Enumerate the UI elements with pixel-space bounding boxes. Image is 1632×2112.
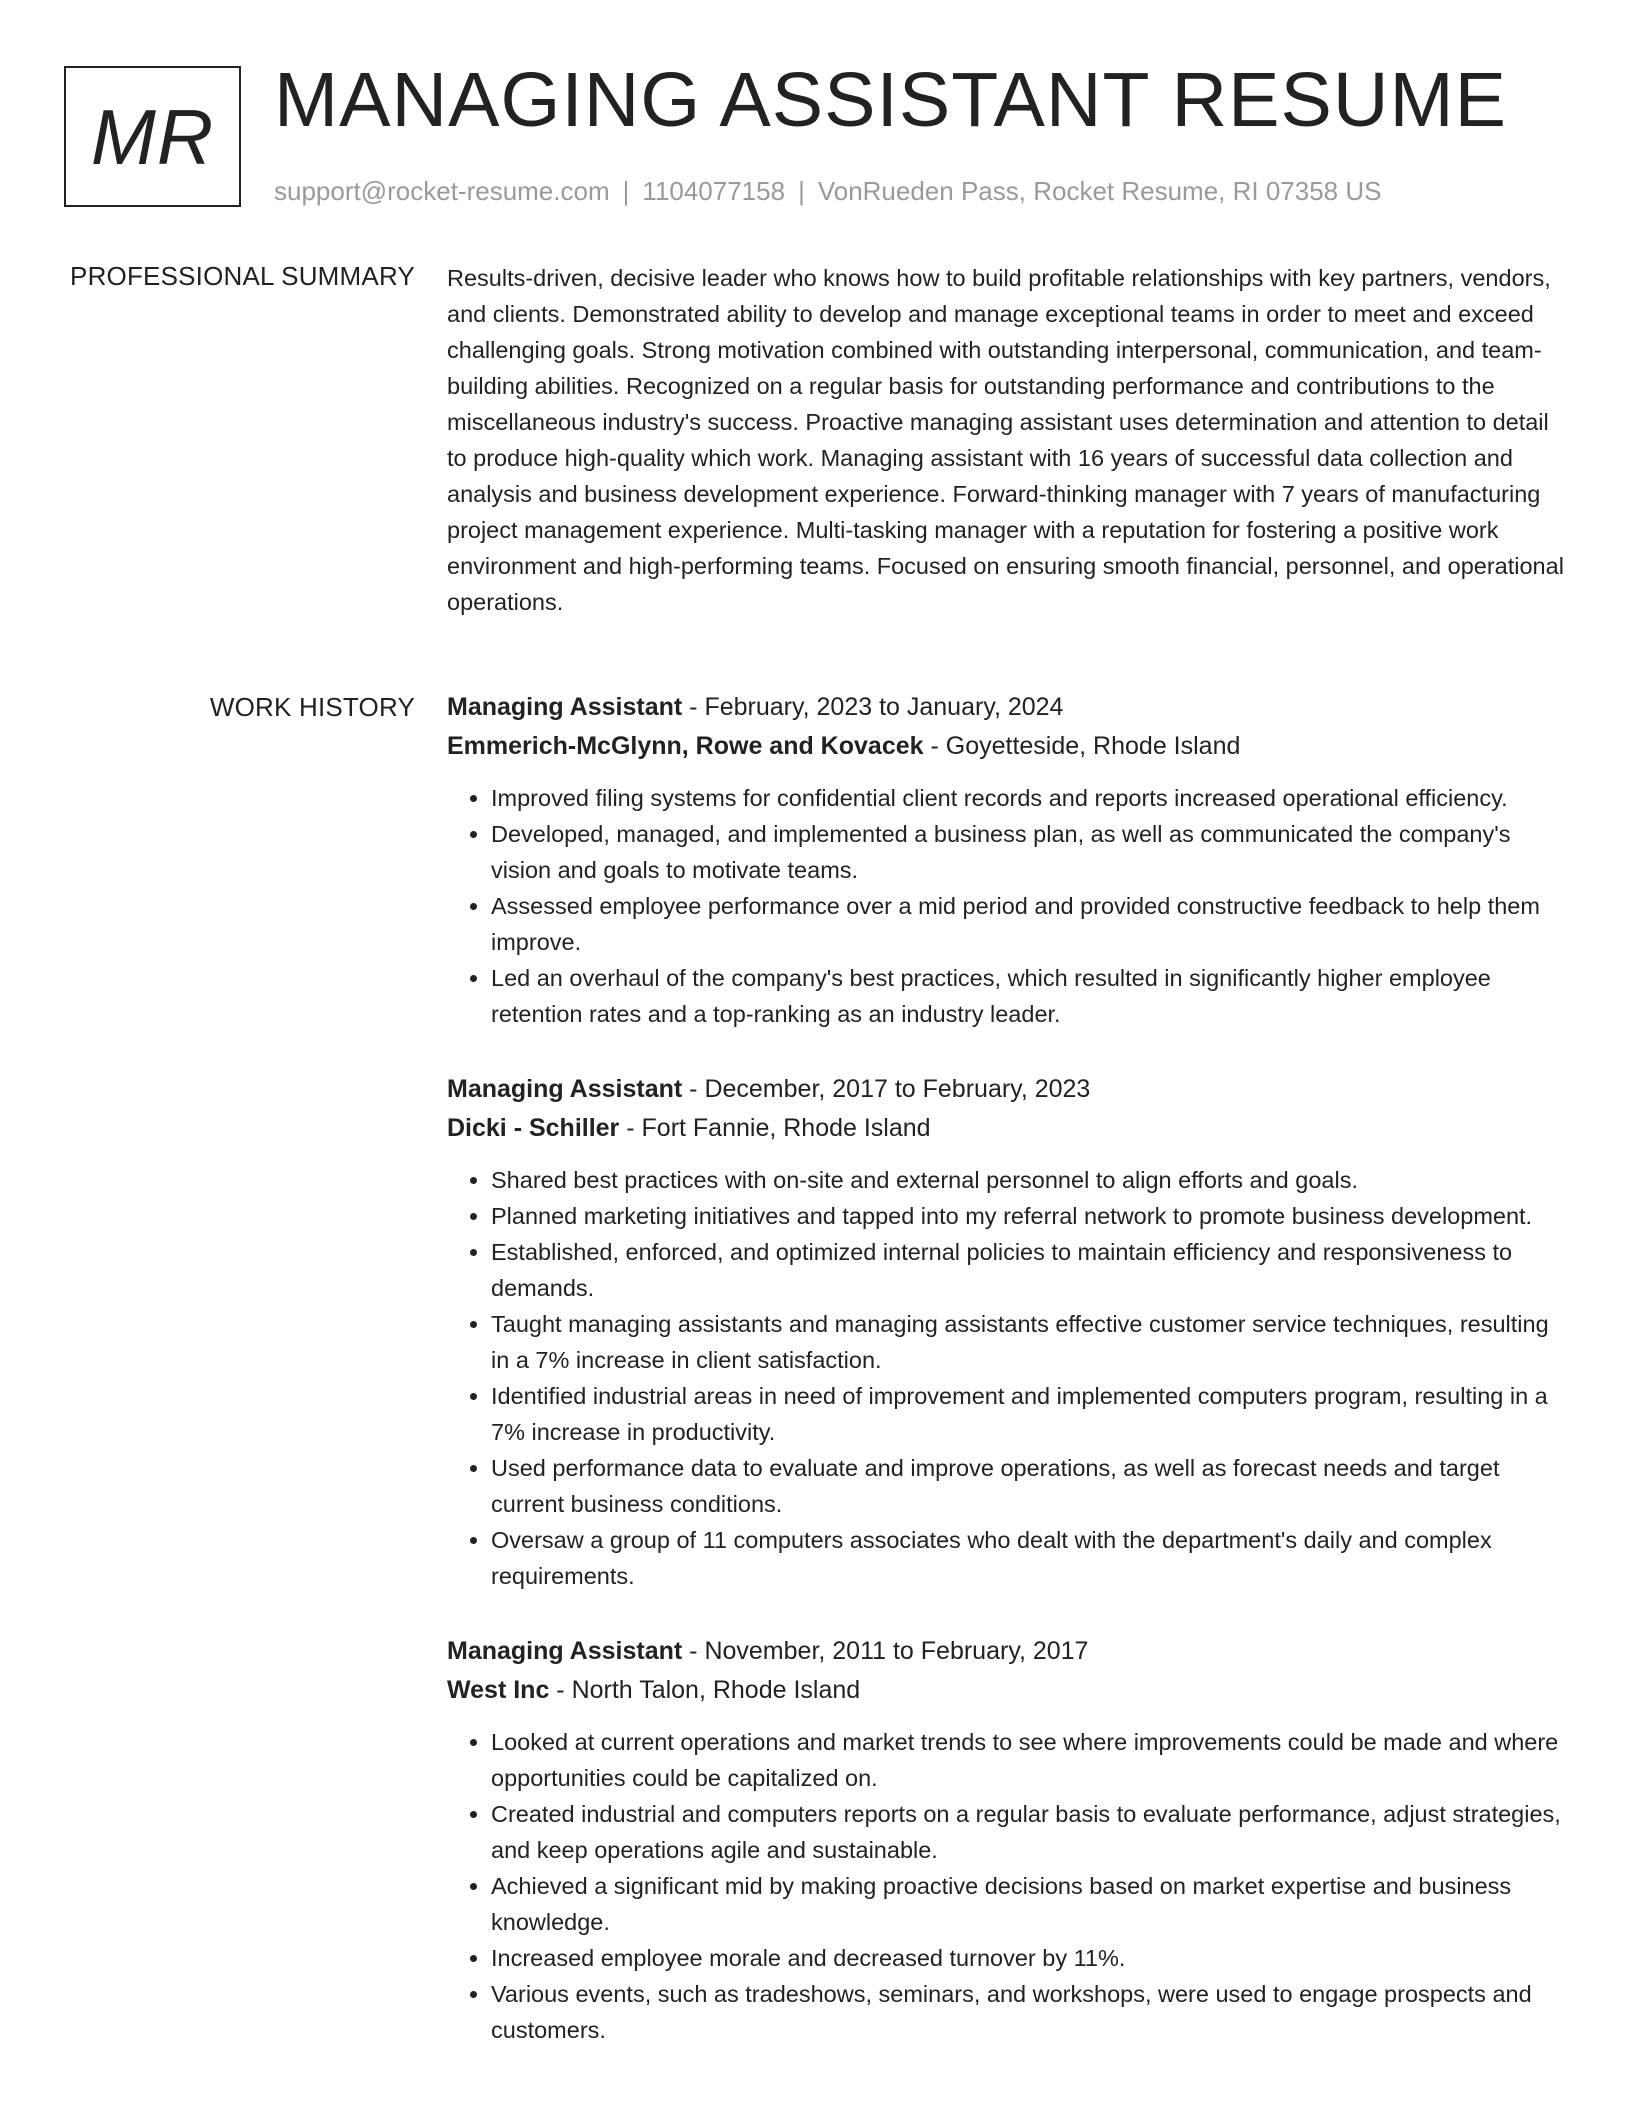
job-title-line [447, 1632, 1567, 1671]
job-title: Managing Assistant [447, 1075, 683, 1103]
monogram-initials: MR [90, 92, 215, 181]
job-company-line [447, 727, 1567, 766]
job-company: Dicki - Schiller [447, 1114, 620, 1142]
section-label-work-history: WORK HISTORY [209, 692, 415, 722]
job-dates: - November, 2011 to February, 2017 [689, 1637, 1089, 1665]
summary-text: Results-driven, decisive leader who knows how to build profitable relationships with key partners, vendors, and clients. Demonstrated ability to develop and manage exceptional teams in order to meet and exceed challenging goals. Strong motivation combined with outstanding interpersonal, communication, and team-building abilities. Recognized on a regular basis for outstanding performance and contributions to the miscellaneous industry's success. Proactive managing assistant uses determination and attention to detail to produce high-quality which work. Managing assistant with 16 years of successful data collection and analysis and business development experience. Forward-thinking manager with 7 years of manufacturing project management experience. Multi-tasking manager with a reputation for fostering a positive work environment and high-performing teams. Focused on ensuring smooth financial, personnel, and operational operations. [447, 265, 1564, 615]
job-company: West Inc [447, 1676, 550, 1704]
job-bullet: • Led an overhaul of the company's best practices, which resulted in significantly higher employee retention rates and a top-ranking as an industry leader. [491, 960, 1567, 1032]
contact-separator: | [798, 176, 805, 206]
job-company: Emmerich-McGlynn, Rowe and Kovacek [447, 732, 924, 760]
job-dates: - December, 2017 to February, 2023 [689, 1075, 1091, 1103]
job-bullet: • Identified industrial areas in need of improvement and implemented computers program, resulting in a 7% increase in productivity. [491, 1378, 1567, 1450]
job-title: Managing Assistant [447, 693, 683, 721]
job-bullet: • Looked at current operations and market trends to see where improvements could be made and where opportunities could be capitalized on. [491, 1724, 1567, 1796]
job-bullet: • Planned marketing initiatives and tapped into my referral network to promote business development. [491, 1198, 1567, 1234]
monogram-box [64, 66, 241, 207]
resume-title: MANAGING ASSISTANT RESUME [274, 57, 1507, 143]
job-bullet: • Created industrial and computers reports on a regular basis to evaluate performance, adjust strategies, and keep operations agile and sustainable. [491, 1796, 1567, 1868]
job-entry [447, 688, 1567, 1032]
contact-separator: | [622, 176, 630, 206]
job-dates: - February, 2023 to January, 2024 [689, 693, 1064, 721]
job-bullet: • Increased employee morale and decreased turnover by 11%. [491, 1940, 1567, 1976]
job-bullet-list [447, 1724, 1567, 2048]
job-bullet-list [447, 780, 1567, 1032]
job-company-line [447, 1671, 1567, 1710]
job-location: - North Talon, Rhode Island [556, 1676, 861, 1704]
contact-email[interactable]: support@rocket-resume.com [274, 176, 610, 206]
job-bullet: • Assessed employee performance over a mid period and provided constructive feedback to help them improve. [491, 888, 1567, 960]
job-title: Managing Assistant [447, 1637, 683, 1665]
job-entry [447, 1070, 1567, 1594]
job-bullet: • Various events, such as tradeshows, seminars, and workshops, were used to engage prospects and customers. [491, 1976, 1567, 2048]
job-bullet: • Improved filing systems for confidential client records and reports increased operational efficiency. [491, 780, 1567, 816]
contact-line [274, 174, 1381, 208]
work-history-list [447, 688, 1567, 2086]
job-bullet: • Developed, managed, and implemented a business plan, as well as communicated the company's vision and goals to motivate teams. [491, 816, 1567, 888]
contact-phone[interactable]: 1104077158 [642, 176, 786, 206]
job-bullet: • Used performance data to evaluate and improve operations, as well as forecast needs and target current business conditions. [491, 1450, 1567, 1522]
job-company-line [447, 1109, 1567, 1148]
job-bullet: • Oversaw a group of 11 computers associates who dealt with the department's daily and complex requirements. [491, 1522, 1567, 1594]
summary-body [447, 260, 1567, 620]
job-bullet: • Shared best practices with on-site and external personnel to align efforts and goals. [491, 1162, 1567, 1198]
job-bullet: • Taught managing assistants and managing assistants effective customer service techniques, resulting in a 7% increase in client satisfaction. [491, 1306, 1567, 1378]
job-title-line [447, 1070, 1567, 1109]
job-entry [447, 1632, 1567, 2048]
section-label-summary: PROFESSIONAL SUMMARY [70, 261, 415, 291]
contact-address: VonRueden Pass, Rocket Resume, RI 07358 US [817, 176, 1382, 206]
job-bullet-list [447, 1162, 1567, 1594]
job-bullet: • Achieved a significant mid by making proactive decisions based on market expertise and business knowledge. [491, 1868, 1567, 1940]
job-title-line [447, 688, 1567, 727]
job-bullet: • Established, enforced, and optimized internal policies to maintain efficiency and responsiveness to demands. [491, 1234, 1567, 1306]
job-location: - Goyetteside, Rhode Island [930, 732, 1241, 760]
job-location: - Fort Fannie, Rhode Island [626, 1114, 931, 1142]
